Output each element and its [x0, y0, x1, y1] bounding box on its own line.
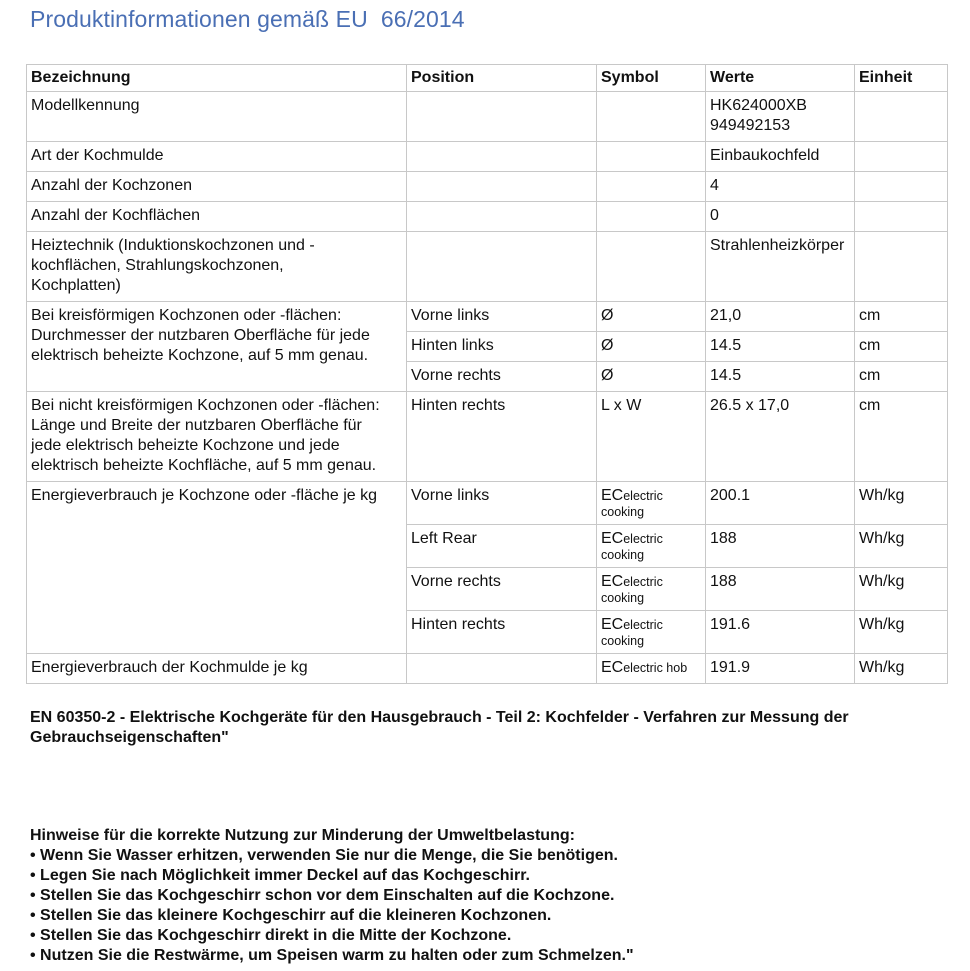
cell-einheit: Wh/kg [855, 654, 948, 684]
cell-einheit: Wh/kg [855, 611, 948, 654]
cell-position [407, 232, 597, 302]
header-position: Position [407, 65, 597, 92]
list-item: • Nutzen Sie die Restwärme, um Speisen warm zu halten oder zum Schmelzen." [30, 947, 634, 964]
cell-bezeichnung: Modellkennung [27, 92, 407, 142]
list-item: • Wenn Sie Wasser erhitzen, verwenden Sie nur die Menge, die Sie benötigen. [30, 847, 618, 864]
table-row [27, 302, 948, 332]
cell-symbol: Ø [597, 332, 706, 362]
measurement-standard: EN 60350-2 - Elektrische Kochgeräte für den Hausgebrauch - Teil 2: Kochfelder - Verfahren zur Messung der Gebrauchseigenschaften" [30, 709, 849, 746]
cell-position: Hinten rechts [407, 392, 597, 482]
table-row [27, 232, 948, 302]
cell-bezeichnung: Heiztechnik (Induktionskochzonen und -kochflächen, Strahlungskochzonen, Kochplatten) [27, 232, 407, 302]
table-header-row [27, 65, 948, 92]
cell-position [407, 142, 597, 172]
cell-position [407, 92, 597, 142]
cell-bezeichnung: Anzahl der Kochflächen [27, 202, 407, 232]
table-row [27, 172, 948, 202]
cell-position [407, 654, 597, 684]
cell-position [407, 172, 597, 202]
cell-symbol [597, 611, 706, 654]
cell-werte: 188 [706, 568, 855, 611]
product-info-table [26, 64, 948, 684]
cell-bezeichnung: Art der Kochmulde [27, 142, 407, 172]
cell-bezeichnung: Energieverbrauch je Kochzone oder -fläche je kg [27, 482, 407, 654]
cell-einheit: Wh/kg [855, 568, 948, 611]
page-title: Produktinformationen gemäß EU 66/2014 [30, 6, 465, 32]
cell-position: Vorne rechts [407, 362, 597, 392]
cell-symbol [597, 202, 706, 232]
symbol-ec: EC [601, 487, 624, 504]
model-id: HK624000XB [710, 97, 807, 114]
cell-symbol [597, 172, 706, 202]
cell-symbol [597, 142, 706, 172]
cell-einheit: cm [855, 332, 948, 362]
table-row [27, 92, 948, 142]
cell-einheit: cm [855, 302, 948, 332]
list-item: • Legen Sie nach Möglichkeit immer Deckel auf das Kochgeschirr. [30, 867, 530, 884]
cell-position: Vorne rechts [407, 568, 597, 611]
symbol-ec-subscript: cooking [601, 634, 645, 648]
list-item: • Stellen Sie das Kochgeschirr schon vor dem Einschalten auf die Kochzone. [30, 887, 615, 904]
cell-symbol [597, 482, 706, 525]
cell-werte: 200.1 [706, 482, 855, 525]
symbol-ec-subscript: electric [623, 532, 663, 546]
cell-bezeichnung: Energieverbrauch der Kochmulde je kg [27, 654, 407, 684]
table-row [27, 142, 948, 172]
cell-werte [706, 92, 855, 142]
cell-einheit: cm [855, 392, 948, 482]
cell-position: Left Rear [407, 525, 597, 568]
cell-einheit: cm [855, 362, 948, 392]
cell-symbol [597, 232, 706, 302]
header-werte: Werte [706, 65, 855, 92]
cell-symbol: L x W [597, 392, 706, 482]
cell-position: Hinten links [407, 332, 597, 362]
symbol-ec-subscript: cooking [601, 548, 645, 562]
symbol-ec-subscript: cooking [601, 505, 645, 519]
cell-werte: Strahlenheizkörper [706, 232, 855, 302]
cell-werte: 14.5 [706, 332, 855, 362]
symbol-ec-subscript: electric [623, 575, 663, 589]
cell-einheit [855, 92, 948, 142]
cell-einheit [855, 202, 948, 232]
cell-werte: 14.5 [706, 362, 855, 392]
cell-symbol: Ø [597, 302, 706, 332]
cell-werte: 188 [706, 525, 855, 568]
list-item: • Stellen Sie das kleinere Kochgeschirr auf die kleineren Kochzonen. [30, 907, 552, 924]
cell-position [407, 202, 597, 232]
cell-symbol: Ø [597, 362, 706, 392]
product-number: 949492153 [710, 117, 791, 134]
notes-heading: Hinweise für die korrekte Nutzung zur Minderung der Umweltbelastung: [30, 827, 575, 844]
symbol-ec-subscript: electric [623, 489, 663, 503]
cell-werte: Einbaukochfeld [706, 142, 855, 172]
cell-position: Hinten rechts [407, 611, 597, 654]
cell-bezeichnung: Bei kreisförmigen Kochzonen oder -flächen: Durchmesser der nutzbaren Oberfläche für jede elektrisch beheizte Kochzone, auf 5 mm genau. [27, 302, 407, 392]
symbol-ec-subscript: cooking [601, 591, 645, 605]
table-row [27, 654, 948, 684]
cell-werte: 26.5 x 17,0 [706, 392, 855, 482]
cell-werte: 4 [706, 172, 855, 202]
symbol-ec: EC [601, 530, 624, 547]
cell-einheit [855, 142, 948, 172]
usage-notes [30, 826, 950, 966]
symbol-ec: EC [601, 616, 624, 633]
cell-werte: 191.9 [706, 654, 855, 684]
symbol-ec-subscript: electric [623, 618, 663, 632]
symbol-ec: EC [601, 659, 624, 676]
symbol-ec: EC [601, 573, 624, 590]
cell-bezeichnung: Anzahl der Kochzonen [27, 172, 407, 202]
cell-werte: 21,0 [706, 302, 855, 332]
cell-symbol [597, 568, 706, 611]
header-bezeichnung: Bezeichnung [27, 65, 407, 92]
cell-bezeichnung: Bei nicht kreisförmigen Kochzonen oder -flächen: Länge und Breite der nutzbaren Oberfläche für jede elektrisch beheizte Kochzone und jede elektrisch beheizte Kochfläche, auf 5 mm genau. [27, 392, 407, 482]
cell-einheit [855, 232, 948, 302]
cell-werte: 0 [706, 202, 855, 232]
header-einheit: Einheit [855, 65, 948, 92]
symbol-ec-subscript: electric hob [623, 661, 688, 675]
table-row [27, 392, 948, 482]
cell-einheit: Wh/kg [855, 525, 948, 568]
cell-symbol [597, 92, 706, 142]
cell-symbol [597, 525, 706, 568]
cell-werte: 191.6 [706, 611, 855, 654]
table-row [27, 202, 948, 232]
cell-einheit: Wh/kg [855, 482, 948, 525]
header-symbol: Symbol [597, 65, 706, 92]
cell-einheit [855, 172, 948, 202]
list-item: • Stellen Sie das Kochgeschirr direkt in die Mitte der Kochzone. [30, 927, 512, 944]
cell-position: Vorne links [407, 482, 597, 525]
table-row [27, 482, 948, 525]
cell-position: Vorne links [407, 302, 597, 332]
cell-symbol [597, 654, 706, 684]
